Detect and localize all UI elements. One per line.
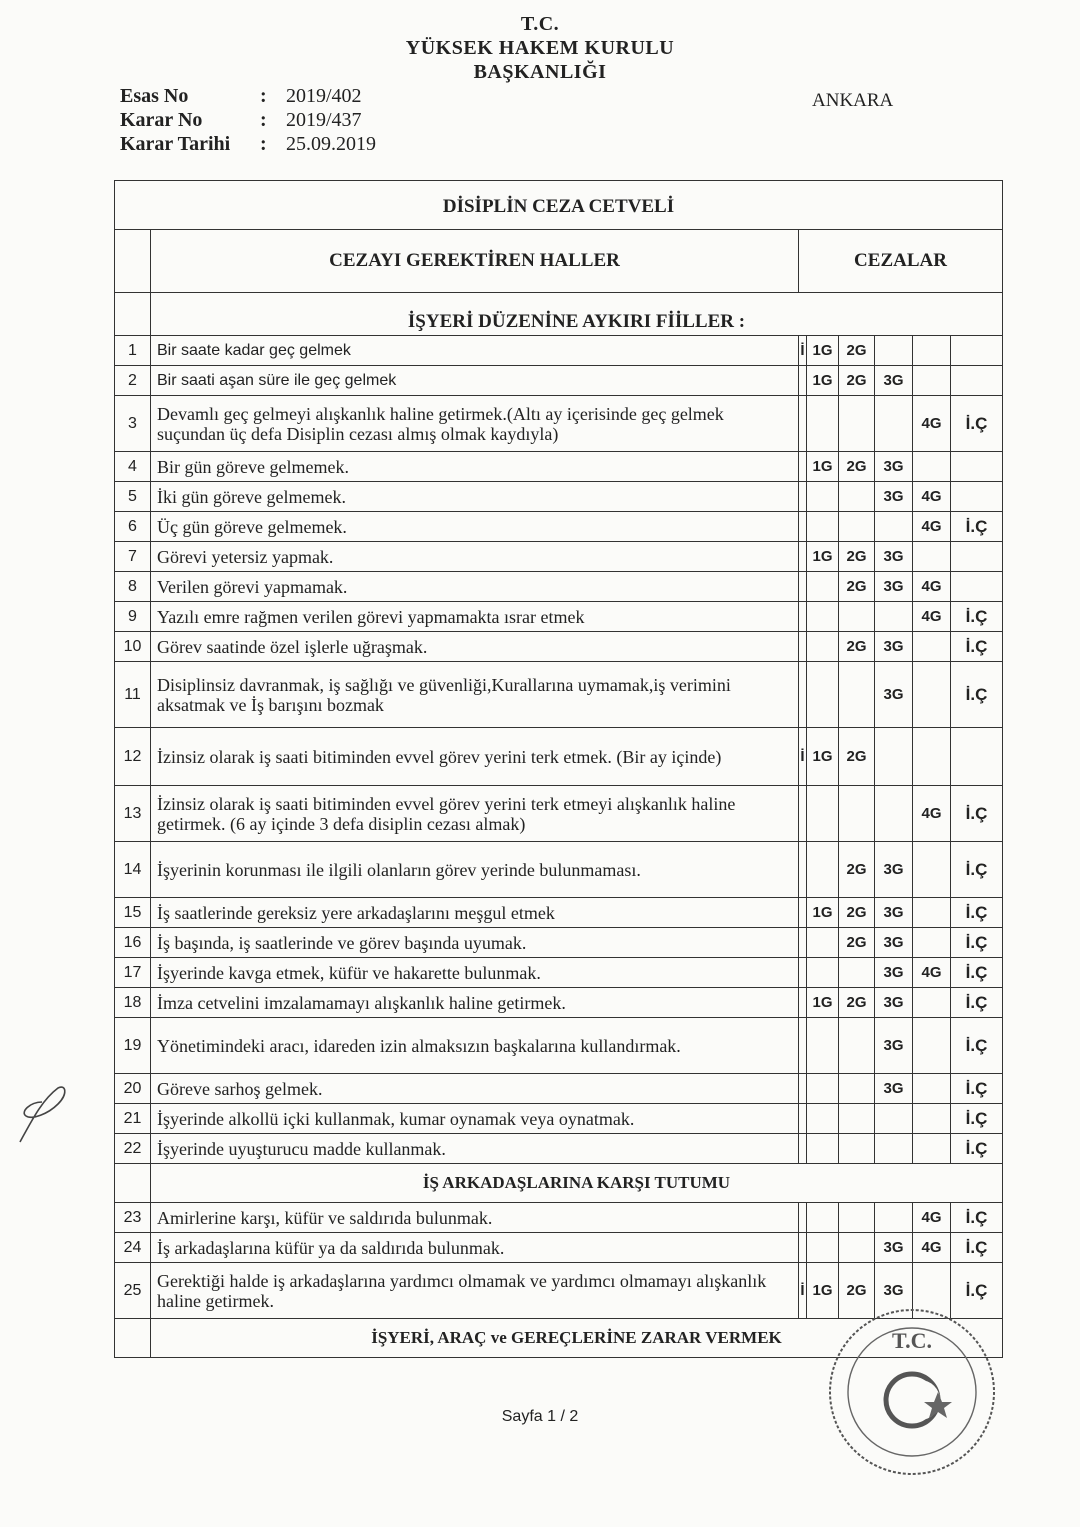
pen-1g [807, 1233, 839, 1263]
pen-i [799, 662, 807, 728]
row-number: 21 [115, 1104, 151, 1134]
pen-ic [951, 542, 1003, 572]
offense-description: Disiplinsiz davranmak, iş sağlığı ve güvenliği,Kurallarına uymamak,iş verimini aksatmak ve İş barışını bozmak [151, 662, 799, 728]
table-row [115, 898, 1003, 928]
pen-1g: 1G [807, 898, 839, 928]
pen-2g: 2G [839, 366, 875, 396]
table-row [115, 728, 1003, 786]
pen-ic: İ.Ç [951, 1263, 1003, 1319]
offense-description: Verilen görevi yapmamak. [151, 572, 799, 602]
table-row [115, 572, 1003, 602]
pen-i [799, 396, 807, 452]
table-row [115, 602, 1003, 632]
row-number: 22 [115, 1134, 151, 1164]
pen-4g [913, 928, 951, 958]
offense-description: İşyerinde uyuşturucu madde kullanmak. [151, 1134, 799, 1164]
table-row [115, 1203, 1003, 1233]
pen-1g: 1G [807, 988, 839, 1018]
pen-4g: 4G [913, 786, 951, 842]
row-number: 18 [115, 988, 151, 1018]
row-number: 4 [115, 452, 151, 482]
pen-i [799, 928, 807, 958]
offense-description: İzinsiz olarak iş saati bitiminden evvel görev yerini terk etmeyi alışkanlık haline getirmek. (6 ay içinde 3 defa disiplin cezası almak) [151, 786, 799, 842]
pen-ic: İ.Ç [951, 1134, 1003, 1164]
pen-3g: 3G [875, 988, 913, 1018]
header-institution: YÜKSEK HAKEM KURULU [405, 37, 675, 59]
pen-i [799, 1134, 807, 1164]
table-row [115, 1104, 1003, 1134]
offense-description: Görev saatinde özel işlerle uğraşmak. [151, 632, 799, 662]
row-number: 17 [115, 958, 151, 988]
pen-ic: İ.Ç [951, 1104, 1003, 1134]
row-number: 23 [115, 1203, 151, 1233]
pen-2g: 2G [839, 336, 875, 366]
row-number: 19 [115, 1018, 151, 1074]
offense-description: İş saatlerinde gereksiz yere arkadaşlarını meşgul etmek [151, 898, 799, 928]
pen-3g [875, 1134, 913, 1164]
pen-i [799, 786, 807, 842]
pen-2g [839, 1074, 875, 1104]
row-number: 2 [115, 366, 151, 396]
pen-ic: İ.Ç [951, 602, 1003, 632]
pen-2g: 2G [839, 452, 875, 482]
pen-4g: 4G [913, 1203, 951, 1233]
pen-2g [839, 958, 875, 988]
pen-ic: İ.Ç [951, 786, 1003, 842]
pen-4g [913, 632, 951, 662]
pen-3g: 3G [875, 662, 913, 728]
section-heading: İŞYERİ DÜZENİNE AYKIRI FİİLLER : [151, 293, 1003, 336]
case-meta [120, 84, 376, 156]
pen-4g: 4G [913, 958, 951, 988]
pen-i [799, 1203, 807, 1233]
row-number: 11 [115, 662, 151, 728]
row-number: 6 [115, 512, 151, 542]
meta-label: Esas No [120, 85, 189, 107]
pen-2g: 2G [839, 542, 875, 572]
pen-ic: İ.Ç [951, 1018, 1003, 1074]
pen-1g [807, 662, 839, 728]
table-row [115, 452, 1003, 482]
table-row [115, 1018, 1003, 1074]
pen-2g [839, 512, 875, 542]
pen-4g [913, 542, 951, 572]
row-number: 10 [115, 632, 151, 662]
pen-1g: 1G [807, 542, 839, 572]
pen-2g [839, 1018, 875, 1074]
pen-2g: 2G [839, 632, 875, 662]
pen-i: İ [799, 336, 807, 366]
row-number: 25 [115, 1263, 151, 1319]
offense-description: İş arkadaşlarına küfür ya da saldırıda bulunmak. [151, 1233, 799, 1263]
pen-4g [913, 662, 951, 728]
table-row [115, 958, 1003, 988]
table-row [115, 632, 1003, 662]
pen-4g [913, 1018, 951, 1074]
pen-i [799, 1018, 807, 1074]
pen-1g [807, 1018, 839, 1074]
pen-1g [807, 928, 839, 958]
pen-2g: 2G [839, 842, 875, 898]
row-number: 1 [115, 336, 151, 366]
pen-ic: İ.Ç [951, 632, 1003, 662]
table-row [115, 542, 1003, 572]
offense-description: Bir gün göreve gelmemek. [151, 452, 799, 482]
pen-3g: 3G [875, 958, 913, 988]
pen-2g [839, 396, 875, 452]
pen-1g [807, 786, 839, 842]
table-row [115, 988, 1003, 1018]
pen-1g [807, 512, 839, 542]
table-row [115, 662, 1003, 728]
pen-3g: 3G [875, 842, 913, 898]
pen-3g: 3G [875, 1233, 913, 1263]
offense-description: Üç gün göreve gelmemek. [151, 512, 799, 542]
offense-description: İşyerinin korunması ile ilgili olanların görev yerinde bulunmaması. [151, 842, 799, 898]
col-header-cezalar: CEZALAR [799, 230, 1003, 293]
row-number: 12 [115, 728, 151, 786]
table-row [115, 366, 1003, 396]
pen-1g [807, 482, 839, 512]
pen-i [799, 542, 807, 572]
table-row [115, 928, 1003, 958]
pen-4g: 4G [913, 396, 951, 452]
pen-3g [875, 396, 913, 452]
pen-ic: İ.Ç [951, 988, 1003, 1018]
pen-2g: 2G [839, 898, 875, 928]
offense-description: İki gün göreve gelmemek. [151, 482, 799, 512]
col-header-haller: CEZAYI GEREKTİREN HALLER [151, 230, 799, 293]
pen-i: İ [799, 728, 807, 786]
pen-1g [807, 602, 839, 632]
pen-i [799, 512, 807, 542]
offense-description: İşyerinde kavga etmek, küfür ve hakarette bulunmak. [151, 958, 799, 988]
pen-i [799, 1074, 807, 1104]
pen-ic: İ.Ç [951, 842, 1003, 898]
pen-2g: 2G [839, 728, 875, 786]
table-title: DİSİPLİN CEZA CETVELİ [115, 181, 1003, 230]
pen-ic [951, 482, 1003, 512]
pen-4g [913, 336, 951, 366]
pen-3g: 3G [875, 1263, 913, 1319]
pen-3g: 3G [875, 898, 913, 928]
pen-3g: 3G [875, 452, 913, 482]
table-row [115, 1233, 1003, 1263]
pen-2g [839, 1104, 875, 1134]
section-heading: İŞ ARKADAŞLARINA KARŞI TUTUMU [151, 1164, 1003, 1203]
offense-description: Göreve sarhoş gelmek. [151, 1074, 799, 1104]
header-office: BAŞKANLIĞI [473, 61, 607, 83]
pen-i: İ [799, 1263, 807, 1319]
pen-ic: İ.Ç [951, 662, 1003, 728]
row-number: 20 [115, 1074, 151, 1104]
pen-3g [875, 1104, 913, 1134]
meta-value: 2019/437 [286, 109, 362, 131]
table-row [115, 1074, 1003, 1104]
offense-description: Bir saate kadar geç gelmek [151, 336, 799, 366]
pen-i [799, 632, 807, 662]
pen-4g: 4G [913, 1233, 951, 1263]
meta-value: 2019/402 [286, 85, 362, 107]
pen-i [799, 482, 807, 512]
row-number: 8 [115, 572, 151, 602]
pen-1g [807, 958, 839, 988]
official-stamp [820, 1300, 1000, 1480]
pen-4g [913, 842, 951, 898]
section-heading: İŞYERİ, ARAÇ ve GEREÇLERİNE ZARAR VERMEK [151, 1319, 1003, 1358]
header-title-block [0, 12, 1080, 84]
table-row [115, 512, 1003, 542]
offense-description: İmza cetvelini imzalamamayı alışkanlık haline getirmek. [151, 988, 799, 1018]
table-row [115, 786, 1003, 842]
pen-ic: İ.Ç [951, 1233, 1003, 1263]
pen-i [799, 1233, 807, 1263]
row-number: 7 [115, 542, 151, 572]
pen-4g [913, 988, 951, 1018]
pen-ic: İ.Ç [951, 396, 1003, 452]
pen-2g [839, 482, 875, 512]
offense-description: Görevi yetersiz yapmak. [151, 542, 799, 572]
pen-ic [951, 366, 1003, 396]
pen-i [799, 842, 807, 898]
row-number: 9 [115, 602, 151, 632]
row-number: 13 [115, 786, 151, 842]
stamp-text: T.C. [892, 1328, 932, 1353]
meta-row-esas: Esas No : 2019/402 [120, 85, 362, 107]
pen-2g [839, 1134, 875, 1164]
pen-2g: 2G [839, 928, 875, 958]
pen-4g [913, 728, 951, 786]
pen-4g [913, 1134, 951, 1164]
row-number: 24 [115, 1233, 151, 1263]
pen-3g [875, 602, 913, 632]
pen-ic [951, 452, 1003, 482]
meta-row-tarih: Karar Tarihi : 25.09.2019 [120, 133, 376, 155]
pen-3g [875, 728, 913, 786]
discipline-penalty-table [114, 180, 1003, 1358]
pen-1g [807, 396, 839, 452]
pen-1g [807, 1203, 839, 1233]
pen-1g: 1G [807, 1263, 839, 1319]
pen-ic: İ.Ç [951, 958, 1003, 988]
pen-3g: 3G [875, 928, 913, 958]
offense-description: Amirlerine karşı, küfür ve saldırıda bulunmak. [151, 1203, 799, 1233]
pen-3g [875, 336, 913, 366]
meta-label: Karar No [120, 109, 203, 131]
offense-description: İş başında, iş saatlerinde ve görev başında uyumak. [151, 928, 799, 958]
pen-4g [913, 366, 951, 396]
pen-3g: 3G [875, 632, 913, 662]
offense-description: Yönetimindeki aracı, idareden izin almaksızın başkalarına kullandırmak. [151, 1018, 799, 1074]
row-number: 5 [115, 482, 151, 512]
pen-3g [875, 786, 913, 842]
pen-2g [839, 662, 875, 728]
pen-2g [839, 1233, 875, 1263]
pen-ic: İ.Ç [951, 512, 1003, 542]
pen-1g [807, 632, 839, 662]
pen-2g: 2G [839, 988, 875, 1018]
pen-i [799, 988, 807, 1018]
pen-2g [839, 786, 875, 842]
pen-1g: 1G [807, 336, 839, 366]
page-number: Sayfa 1 / 2 [501, 1408, 579, 1425]
pen-4g: 4G [913, 572, 951, 602]
offense-description: Yazılı emre rağmen verilen görevi yapmamakta ısrar etmek [151, 602, 799, 632]
pen-4g [913, 452, 951, 482]
pen-1g: 1G [807, 728, 839, 786]
offense-description: Devamlı geç gelmeyi alışkanlık haline getirmek.(Altı ay içerisinde geç gelmek suçundan üç defa Disiplin cezası almış olmak kaydıyla) [151, 396, 799, 452]
offense-description: İzinsiz olarak iş saati bitiminden evvel görev yerini terk etmek. (Bir ay içinde) [151, 728, 799, 786]
pen-4g [913, 1104, 951, 1134]
pen-ic [951, 728, 1003, 786]
header-city: ANKARA [812, 90, 894, 111]
pen-i [799, 1104, 807, 1134]
pen-ic: İ.Ç [951, 1074, 1003, 1104]
meta-value: 25.09.2019 [286, 133, 376, 155]
pen-2g [839, 1203, 875, 1233]
pen-ic: İ.Ç [951, 928, 1003, 958]
pen-1g [807, 842, 839, 898]
pen-3g: 3G [875, 542, 913, 572]
pen-i [799, 452, 807, 482]
pen-i [799, 572, 807, 602]
pen-ic: İ.Ç [951, 898, 1003, 928]
pen-1g: 1G [807, 452, 839, 482]
offense-description: İşyerinde alkollü içki kullanmak, kumar oynamak veya oynatmak. [151, 1104, 799, 1134]
row-number: 15 [115, 898, 151, 928]
meta-label: Karar Tarihi [120, 133, 231, 155]
signature-mark [12, 1080, 72, 1150]
pen-3g: 3G [875, 572, 913, 602]
pen-ic [951, 572, 1003, 602]
pen-1g [807, 1104, 839, 1134]
offense-description: Bir saati aşan süre ile geç gelmek [151, 366, 799, 396]
meta-row-karar: Karar No : 2019/437 [120, 109, 362, 131]
pen-3g: 3G [875, 1074, 913, 1104]
pen-2g: 2G [839, 1263, 875, 1319]
pen-4g: 4G [913, 482, 951, 512]
pen-1g [807, 572, 839, 602]
pen-ic: İ.Ç [951, 1203, 1003, 1233]
table-row [115, 842, 1003, 898]
pen-4g: 4G [913, 602, 951, 632]
pen-2g [839, 602, 875, 632]
pen-i [799, 366, 807, 396]
pen-4g: 4G [913, 512, 951, 542]
pen-1g [807, 1074, 839, 1104]
row-number: 16 [115, 928, 151, 958]
pen-i [799, 898, 807, 928]
pen-3g: 3G [875, 1018, 913, 1074]
pen-4g [913, 898, 951, 928]
pen-ic [951, 336, 1003, 366]
pen-3g [875, 512, 913, 542]
pen-1g [807, 1134, 839, 1164]
pen-4g [913, 1074, 951, 1104]
offense-description: Gerektiği halde iş arkadaşlarına yardımcı olmamak ve yardımcı olmamayı alışkanlık haline getirmek. [151, 1263, 799, 1319]
pen-3g: 3G [875, 482, 913, 512]
table-row [115, 396, 1003, 452]
pen-1g: 1G [807, 366, 839, 396]
pen-3g: 3G [875, 366, 913, 396]
pen-i [799, 958, 807, 988]
pen-3g [875, 1203, 913, 1233]
header-tc: T.C. [520, 13, 560, 35]
row-number: 14 [115, 842, 151, 898]
table-row [115, 1134, 1003, 1164]
pen-2g: 2G [839, 572, 875, 602]
table-row [115, 482, 1003, 512]
pen-i [799, 602, 807, 632]
row-number: 3 [115, 396, 151, 452]
table-row [115, 336, 1003, 366]
